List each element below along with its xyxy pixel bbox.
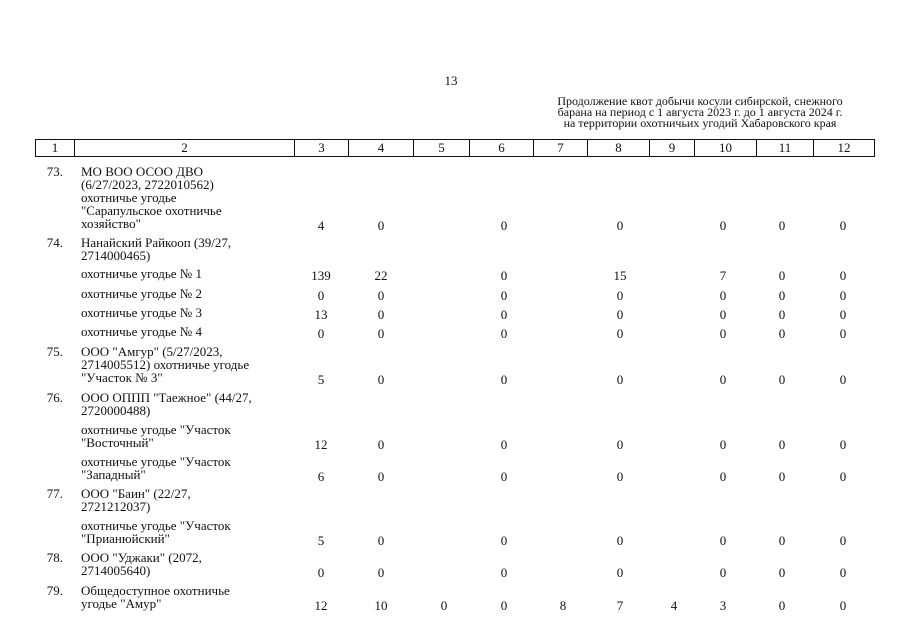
row-number: 77. bbox=[46, 486, 63, 501]
cell-value: 15 bbox=[613, 268, 627, 283]
row-name-line: МО ВОО ОСОО ДВО bbox=[81, 164, 204, 179]
row-name-line: Нанайский Райкооп (39/27, bbox=[81, 235, 232, 250]
row-name-line: "Прианюйский" bbox=[81, 531, 170, 546]
cell-value: 0 bbox=[616, 565, 624, 580]
cell-value: 0 bbox=[500, 218, 508, 233]
cell-value: 0 bbox=[778, 469, 786, 484]
row-name-line: охотничье угодье "Участок bbox=[81, 454, 231, 469]
column-header-4: 4 bbox=[349, 140, 414, 157]
cell-value: 0 bbox=[377, 469, 385, 484]
row-name-line: охотничье угодье "Участок bbox=[81, 518, 231, 533]
row-name-line: ООО ОППП "Таежное" (44/27, bbox=[81, 390, 252, 405]
cell-value: 0 bbox=[500, 268, 508, 283]
cell-value: 0 bbox=[839, 288, 847, 303]
cell-value: 0 bbox=[839, 469, 847, 484]
cell-value: 0 bbox=[719, 469, 727, 484]
cell-value: 6 bbox=[317, 469, 325, 484]
row-name-line: "Сарапульское охотничье bbox=[81, 203, 222, 218]
column-header-5: 5 bbox=[414, 140, 470, 157]
row-name-line: "Западный" bbox=[81, 467, 146, 482]
cell-value: 0 bbox=[500, 372, 508, 387]
row-name-line: ООО "Уджаки" (2072, bbox=[81, 550, 202, 565]
row-name-line: 2714000465) bbox=[81, 248, 151, 263]
cell-value: 0 bbox=[719, 288, 727, 303]
row-number: 75. bbox=[46, 344, 63, 359]
cell-value: 7 bbox=[719, 268, 727, 283]
cell-value: 0 bbox=[778, 437, 786, 452]
cell-value: 13 bbox=[314, 307, 328, 322]
cell-value: 0 bbox=[839, 268, 847, 283]
row-name-line: ООО "Баин" (22/27, bbox=[81, 486, 191, 501]
cell-value: 0 bbox=[839, 437, 847, 452]
cell-value: 0 bbox=[616, 533, 624, 548]
cell-value: 0 bbox=[377, 565, 385, 580]
cell-value: 0 bbox=[377, 533, 385, 548]
cell-value: 0 bbox=[377, 437, 385, 452]
cell-value: 0 bbox=[778, 218, 786, 233]
column-header-1: 1 bbox=[36, 140, 75, 157]
cell-value: 0 bbox=[839, 598, 847, 613]
row-number: 74. bbox=[46, 235, 63, 250]
cell-value: 0 bbox=[839, 326, 847, 341]
row-name-line: (6/27/2023, 2722010562) bbox=[81, 177, 214, 192]
cell-value: 0 bbox=[317, 288, 325, 303]
cell-value: 4 bbox=[317, 218, 325, 233]
row-number: 79. bbox=[46, 583, 63, 598]
cell-value: 0 bbox=[317, 326, 325, 341]
cell-value: 0 bbox=[616, 307, 624, 322]
row-number: 76. bbox=[46, 390, 63, 405]
column-header-11: 11 bbox=[757, 140, 814, 157]
row-name-line: 2714005640) bbox=[81, 563, 151, 578]
row-name-line: "Восточный" bbox=[81, 435, 154, 450]
row-name-line: охотничье угодье № 3 bbox=[81, 305, 202, 320]
cell-value: 0 bbox=[377, 288, 385, 303]
cell-value: 0 bbox=[377, 326, 385, 341]
cell-value: 0 bbox=[719, 218, 727, 233]
cell-value: 0 bbox=[616, 437, 624, 452]
column-header-7: 7 bbox=[534, 140, 588, 157]
column-header-6: 6 bbox=[470, 140, 534, 157]
cell-value: 3 bbox=[719, 598, 727, 613]
row-number: 78. bbox=[46, 550, 63, 565]
cell-value: 0 bbox=[719, 307, 727, 322]
cell-value: 10 bbox=[374, 598, 388, 613]
row-name-line: ООО "Амгур" (5/27/2023, bbox=[81, 344, 223, 359]
cell-value: 0 bbox=[778, 565, 786, 580]
cell-value: 0 bbox=[719, 565, 727, 580]
cell-value: 0 bbox=[500, 437, 508, 452]
row-number: 73. bbox=[46, 164, 63, 179]
column-header-9: 9 bbox=[650, 140, 695, 157]
cell-value: 0 bbox=[500, 307, 508, 322]
cell-value: 0 bbox=[616, 288, 624, 303]
cell-value: 0 bbox=[500, 326, 508, 341]
row-name-line: охотничье угодье № 4 bbox=[81, 324, 202, 339]
cell-value: 0 bbox=[377, 372, 385, 387]
row-name-line: 2720000488) bbox=[81, 403, 151, 418]
cell-value: 0 bbox=[719, 533, 727, 548]
cell-value: 0 bbox=[500, 565, 508, 580]
cell-value: 0 bbox=[500, 598, 508, 613]
cell-value: 0 bbox=[778, 326, 786, 341]
cell-value: 0 bbox=[839, 307, 847, 322]
cell-value: 139 bbox=[311, 268, 331, 283]
caption-line: на территории охотничьих угодий Хабаровского края bbox=[563, 116, 837, 130]
row-name-line: Общедоступное охотничье bbox=[81, 583, 230, 598]
caption-line: барана на период с 1 августа 2023 г. до 1 августа 2024 г. bbox=[557, 105, 843, 119]
caption-line: Продолжение квот добычи косули сибирской, снежного bbox=[557, 94, 843, 108]
cell-value: 0 bbox=[616, 469, 624, 484]
cell-value: 0 bbox=[778, 533, 786, 548]
cell-value: 0 bbox=[440, 598, 448, 613]
cell-value: 8 bbox=[559, 598, 567, 613]
cell-value: 0 bbox=[719, 326, 727, 341]
cell-value: 0 bbox=[317, 565, 325, 580]
cell-value: 4 bbox=[670, 598, 678, 613]
cell-value: 0 bbox=[778, 288, 786, 303]
cell-value: 0 bbox=[839, 533, 847, 548]
cell-value: 0 bbox=[839, 565, 847, 580]
cell-value: 12 bbox=[314, 598, 328, 613]
column-header-12: 12 bbox=[814, 140, 875, 157]
cell-value: 0 bbox=[500, 288, 508, 303]
cell-value: 0 bbox=[778, 598, 786, 613]
cell-value: 12 bbox=[314, 437, 328, 452]
cell-value: 0 bbox=[778, 307, 786, 322]
cell-value: 0 bbox=[778, 372, 786, 387]
row-name-line: хозяйство" bbox=[81, 216, 141, 231]
column-header-3: 3 bbox=[295, 140, 349, 157]
cell-value: 0 bbox=[616, 372, 624, 387]
row-name-line: 2721212037) bbox=[81, 499, 151, 514]
cell-value: 0 bbox=[719, 437, 727, 452]
cell-value: 0 bbox=[839, 218, 847, 233]
cell-value: 0 bbox=[616, 326, 624, 341]
row-name-line: охотничье угодье № 1 bbox=[81, 266, 202, 281]
cell-value: 0 bbox=[500, 469, 508, 484]
cell-value: 0 bbox=[377, 307, 385, 322]
row-name-line: охотничье угодье "Участок bbox=[81, 422, 231, 437]
cell-value: 0 bbox=[377, 218, 385, 233]
row-name-line: "Участок № 3" bbox=[81, 370, 163, 385]
column-header-8: 8 bbox=[588, 140, 650, 157]
row-name-line: охотничье угодье № 2 bbox=[81, 286, 202, 301]
row-name-line: 2714005512) охотничье угодье bbox=[81, 357, 250, 372]
cell-value: 0 bbox=[839, 372, 847, 387]
cell-value: 7 bbox=[616, 598, 624, 613]
cell-value: 22 bbox=[374, 268, 388, 283]
column-header-2: 2 bbox=[75, 140, 295, 157]
cell-value: 0 bbox=[616, 218, 624, 233]
cell-value: 0 bbox=[778, 268, 786, 283]
row-name-line: угодье "Амур" bbox=[81, 596, 162, 611]
cell-value: 0 bbox=[500, 533, 508, 548]
cell-value: 5 bbox=[317, 533, 325, 548]
page-number: 13 bbox=[444, 73, 458, 88]
cell-value: 0 bbox=[719, 372, 727, 387]
row-name-line: охотничье угодье bbox=[81, 190, 177, 205]
column-header-10: 10 bbox=[695, 140, 757, 157]
cell-value: 5 bbox=[317, 372, 325, 387]
